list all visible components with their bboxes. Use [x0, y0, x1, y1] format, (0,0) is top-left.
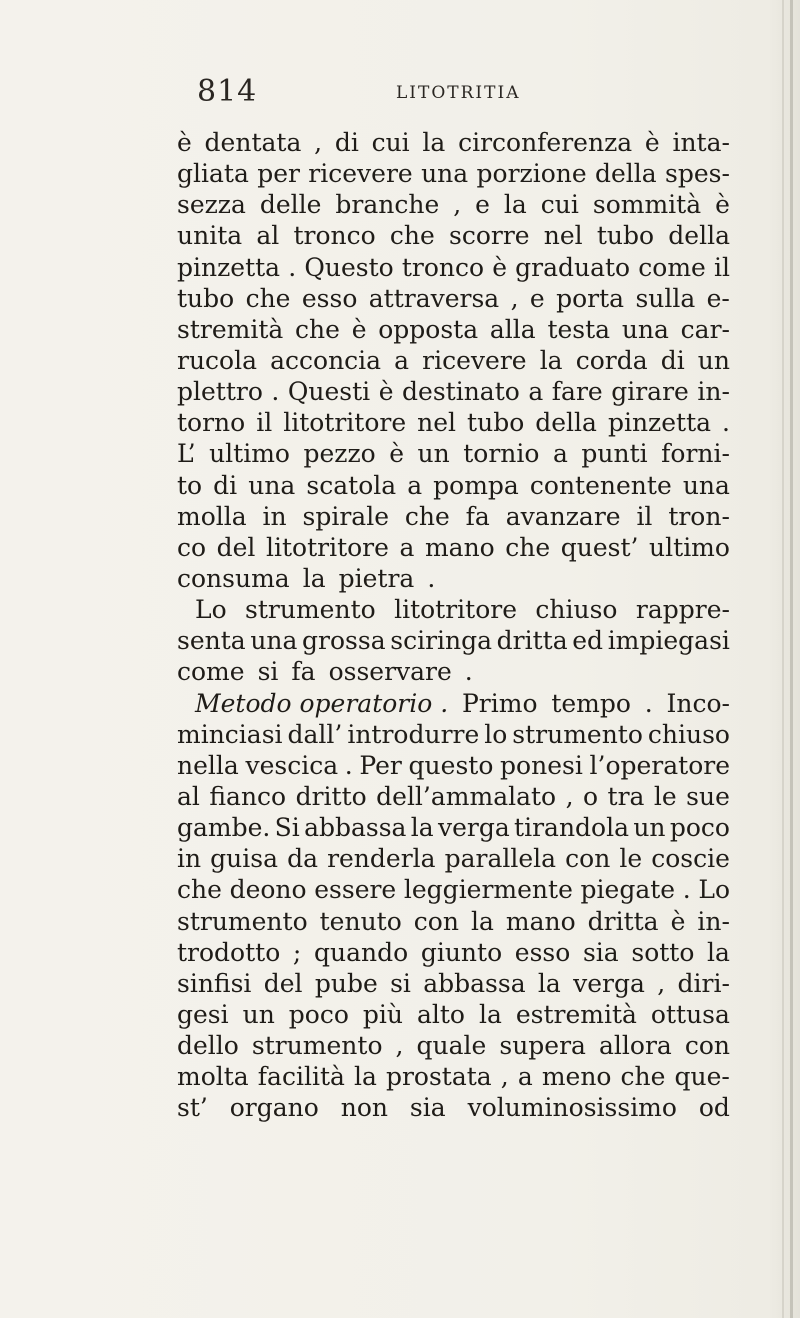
body-text: [177, 127, 730, 1124]
text-line: unita al tronco che scorre nel tubo della: [177, 221, 730, 251]
text-line: dello strumento , quale supera allora con: [177, 1031, 730, 1061]
text-line: che deono essere leggiermente piegate . Lo: [177, 875, 730, 905]
text-line: minciasi dall’ introdurre lo strumento chiuso: [177, 719, 730, 749]
text-line: è dentata , di cui la circonferenza è inta-: [177, 128, 730, 157]
text-line: tubo che esso attraversa , e porta sulla e-: [177, 283, 730, 313]
text-line: come si fa osservare .: [177, 657, 473, 687]
text-line: Lo strumento litotritore chiuso rappre-: [195, 595, 730, 625]
text-line: al fianco dritto dell’ammalato , o tra le sue: [177, 781, 730, 811]
text-line: sezza delle branche , e la cui sommità è: [177, 190, 730, 220]
text-line: molta facilità la prostata , a meno che que-: [177, 1062, 730, 1092]
page-header: [0, 74, 800, 114]
text-line: stremità che è opposta alla testa una car-: [177, 314, 730, 344]
text-line: rucola acconcia a ricevere la corda di un: [177, 345, 730, 375]
text-line: senta una grossa sciringa dritta ed impiegasi: [177, 626, 730, 656]
text-line: gesi un poco più alto la estremità ottusa: [177, 999, 730, 1029]
page-number: 814: [197, 74, 258, 109]
text-line: Metodo operatorio . Primo tempo . Inco-: [195, 688, 730, 718]
text-line: st’ organo non sia voluminosissimo od: [177, 1093, 730, 1123]
text-line: molla in spirale che fa avanzare il tron-: [177, 501, 730, 531]
section-heading: Metodo operatorio .: [195, 688, 449, 718]
text-line: trodotto ; quando giunto esso sia sotto la: [177, 937, 730, 967]
page-edge: [790, 0, 793, 1318]
text-line: nella vescica . Per questo ponesi l’operatore: [177, 750, 730, 780]
text-line: co del litotritore a mano che quest’ ultimo: [177, 532, 730, 562]
text-line: gambe. Si abbassa la verga tirandola un poco: [177, 813, 730, 843]
text-line: L’ ultimo pezzo è un tornio a punti forni-: [177, 439, 730, 469]
text-line: strumento tenuto con la mano dritta è in-: [177, 906, 730, 936]
text-line: to di una scatola a pompa contenente una: [177, 470, 730, 500]
text-line: consuma la pietra .: [177, 563, 436, 593]
text-line: sinfisi del pube si abbassa la verga , diri-: [177, 968, 730, 998]
text-line: pinzetta . Questo tronco è graduato come il: [177, 252, 730, 282]
running-head: LITOTRITIA: [396, 83, 521, 103]
text-line: torno il litotritore nel tubo della pinzetta .: [177, 408, 730, 438]
text-line: in guisa da renderla parallela con le coscie: [177, 844, 730, 874]
text-line: plettro . Questi è destinato a fare girare in-: [177, 377, 730, 407]
page-edge-shadow: [782, 0, 784, 1318]
text-line: gliata per ricevere una porzione della spes-: [177, 159, 730, 189]
